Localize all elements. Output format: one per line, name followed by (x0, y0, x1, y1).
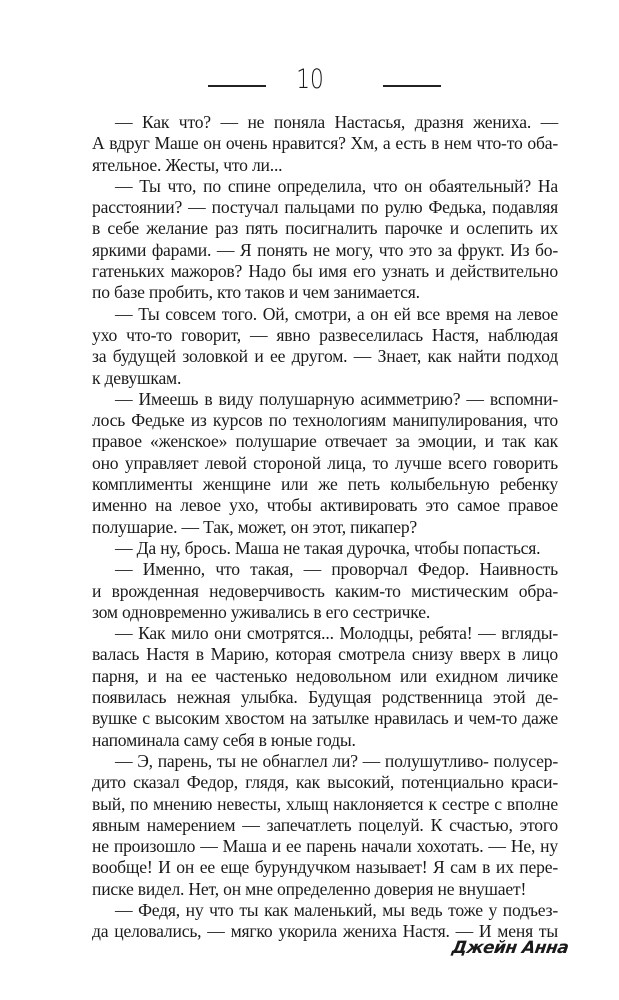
page-header (0, 64, 619, 104)
paragraph (92, 389, 558, 538)
text-line: — Ты совсем того. Ой, смотри, а он ей все время на левое (115, 303, 558, 324)
paragraph (92, 538, 558, 559)
paragraph (92, 112, 558, 176)
body-text (92, 112, 558, 943)
text-line: к девушкам. (92, 367, 182, 388)
text-line: вый, по мнению невесты, хлыщ наклоняется к сестре с вполне (92, 793, 558, 814)
text-line: валась Настя в Марию, которая смотрела снизу вверх в лицо (92, 644, 558, 665)
paragraph (92, 304, 558, 389)
text-line: — Да ну, брось. Маша не такая дурочка, чтобы попасться. (115, 537, 541, 558)
text-line: ятельное. Жесты, что ли... (92, 154, 283, 175)
text-line: расстоянии? — постучал пальцами по рулю Федька, подавляя (92, 197, 558, 218)
text-line: по базе пробить, кто таков и чем занимается. (92, 282, 420, 303)
paragraph (92, 623, 558, 751)
text-line: — Как что? — не поняла Настасья, дразня жениха. — (115, 112, 558, 132)
text-line: за будущей золовкой и ее другом. — Знает, как найти подход (92, 346, 558, 367)
text-line: правое «женское» полушарие отвечает за эмоции, и так как (92, 431, 558, 452)
paragraph (92, 176, 558, 304)
text-line: писке видел. Нет, он мне определенно доверия не внушает! (92, 878, 527, 899)
text-line: и врожденная недоверчивость каким-то мистическим обра- (92, 580, 558, 601)
text-line: да целовались, — мягко укорила жениха Настя. — И меня ты (92, 921, 558, 942)
text-line: — Как мило они смотрятся... Молодцы, ребята! — вгляды- (115, 623, 558, 644)
text-line: вушке с высоким хвостом на затылке нравилась и чем-то даже (92, 708, 558, 729)
text-line: ухо что-то говорит, — явно развеселилась Настя, наблюдая (92, 324, 558, 345)
header-rule-right (383, 85, 441, 87)
header-rule-left (208, 85, 266, 87)
text-line: не произошло — Маша и ее парень начали хохотать. — Не, ну (92, 836, 558, 857)
text-line: — Ты что, по спине определила, что он обаятельный? На (115, 175, 558, 196)
text-line: оно управляет левой стороной лица, то лучше всего говорить (92, 452, 558, 473)
text-line: парня, и на ее частенько недовольном или ехидном личике (92, 665, 558, 686)
text-line: зом одновременно уживались в его сестричке. (92, 601, 431, 622)
text-line: в себе желание раз пять посигналить парочке и ослепить их (92, 218, 558, 239)
text-line: появилась нежная улыбка. Будущая родственница этой де- (92, 687, 558, 708)
text-line: именно на левое ухо, чтобы активировать это самое правое (92, 495, 558, 516)
paragraph (92, 559, 558, 623)
text-line: гатеньких мажоров? Надо бы имя его узнать и действительно (92, 261, 558, 282)
author-signature: Джейн Анна (450, 938, 570, 958)
text-line: вообще! И он ее еще бурундучком называет! Я сам в их пере- (92, 857, 558, 878)
paragraph (92, 751, 558, 900)
text-line: напоминала саму себя в юные годы. (92, 729, 356, 750)
text-line: — Именно, что такая, — проворчал Федор. Наивность (115, 559, 558, 580)
text-line: — Имеешь в виду полушарную асимметрию? — вспомни- (115, 388, 558, 409)
text-line: комплименты женщине или же петь колыбельную ребенку (92, 474, 558, 495)
text-line: полушарие. — Так, может, он этот, пикапер? (92, 516, 418, 537)
text-line: дито сказал Федор, глядя, как высокий, потенциально краси- (92, 772, 558, 793)
text-line: явным намерением — запечатлеть поцелуй. К счастью, этого (92, 814, 558, 835)
paragraph (92, 900, 558, 943)
text-line: — Э, парень, ты не обнаглел ли? — полушутливо- полусер- (115, 750, 558, 771)
page-number: 10 (296, 64, 324, 95)
text-line: А вдруг Маше он очень нравится? Хм, а есть в нем что-то оба- (92, 133, 558, 154)
text-line: — Федя, ну что ты как маленький, мы ведь тоже у подъез- (115, 899, 558, 920)
text-line: яркими фарами. — Я понять не могу, что это за фрукт. Из бо- (92, 239, 558, 260)
text-line: лось Федьке из курсов по технологиям манипулирования, что (92, 410, 558, 431)
